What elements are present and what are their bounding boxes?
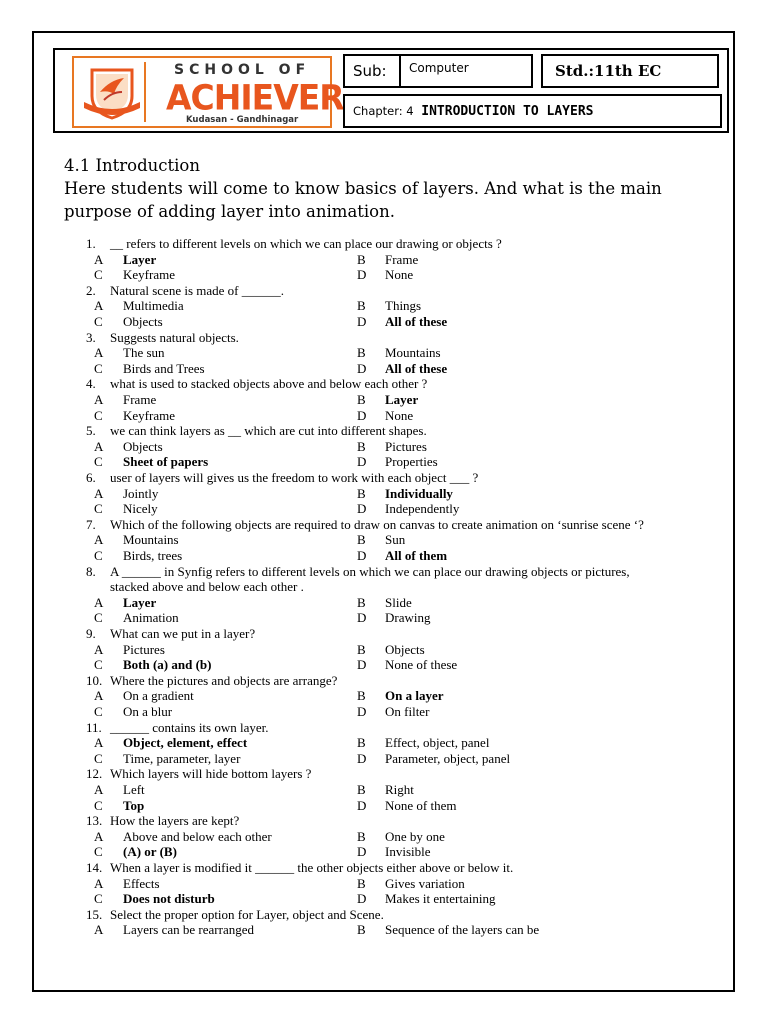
option-text-answer: Layer	[123, 594, 157, 610]
option-letter: D	[357, 891, 367, 907]
option-letter: D	[357, 610, 367, 626]
option-text-answer: On a layer	[385, 688, 444, 704]
option-text-answer: Layer	[123, 251, 157, 267]
question-prompt: Suggests natural objects.	[110, 329, 239, 345]
option-text: Multimedia	[123, 298, 184, 314]
option-letter: B	[357, 875, 366, 891]
option-letter: A	[94, 594, 104, 610]
option-letter: B	[357, 485, 366, 501]
subject-divider	[399, 56, 401, 86]
option-letter: B	[357, 688, 366, 704]
option-text: Objects	[123, 314, 163, 329]
option-letter: B	[357, 782, 366, 797]
option-letter: A	[94, 922, 104, 938]
option-letter: A	[94, 688, 104, 704]
option-text: Objects	[385, 641, 425, 657]
option-text-answer: Object, element, effect	[123, 735, 248, 751]
option-letter: A	[94, 345, 104, 361]
standard-box: Std.:11th EC	[541, 54, 719, 88]
option-text: Things	[385, 298, 422, 314]
question-text	[86, 423, 427, 439]
option-letter: C	[94, 501, 103, 517]
option-letter: A	[94, 298, 104, 314]
option-letter: D	[357, 797, 367, 813]
chapter-label: Chapter: 4	[353, 104, 414, 118]
question-prompt: Where the pictures and objects are arrange?	[110, 672, 338, 688]
option-letter: D	[357, 314, 367, 329]
option-text: Right	[385, 782, 414, 797]
question-number: 5.	[86, 423, 96, 439]
option-text-answer: All of them	[385, 548, 448, 563]
question-number: 10.	[86, 672, 103, 688]
option-letter: C	[94, 657, 103, 673]
intro-text: Here students will come to know basics of layers. And what is the main purpose of adding layer into animation.	[64, 179, 662, 221]
option-text-answer: Sheet of papers	[123, 454, 209, 470]
option-letter: C	[94, 797, 103, 813]
question-prompt: Select the proper option for Layer, object and Scene.	[110, 906, 384, 922]
question-text	[86, 720, 269, 736]
question-prompt: we can think layers as __ which are cut into different shapes.	[110, 423, 427, 439]
option-text: Pictures	[123, 641, 165, 657]
question-number: 15.	[86, 906, 103, 922]
option-letter: D	[357, 548, 367, 563]
question-text-continued: stacked above and below each other .	[110, 579, 304, 595]
school-logo	[72, 56, 344, 128]
option-letter: B	[357, 532, 366, 548]
option-letter: A	[94, 438, 104, 454]
option-letter: D	[357, 844, 367, 860]
question-number: 4.	[86, 376, 96, 392]
option-text-answer: Layer	[385, 392, 419, 407]
question-text	[86, 470, 478, 486]
option-letter: C	[94, 454, 103, 470]
question-number: 6.	[86, 470, 96, 485]
option-letter: A	[94, 875, 104, 891]
logo-achiever-text: ACHIEVER	[166, 77, 344, 118]
option-text: On filter	[385, 704, 430, 719]
option-letter: C	[94, 704, 103, 719]
option-letter: B	[357, 594, 366, 610]
option-text: Nicely	[123, 501, 158, 517]
question-prompt: How the layers are kept?	[110, 813, 240, 829]
chapter-box	[343, 94, 722, 128]
option-letter: B	[357, 298, 366, 314]
option-text-answer: All of these	[385, 360, 448, 376]
option-text: Drawing	[385, 610, 431, 626]
question-text	[86, 860, 513, 876]
option-letter: C	[94, 750, 103, 766]
question-number: 11.	[86, 719, 102, 735]
option-letter: A	[94, 782, 104, 797]
question-text	[86, 626, 255, 642]
question-number: 7.	[86, 516, 96, 532]
question-text	[86, 766, 311, 782]
option-text: Frame	[123, 392, 157, 407]
option-text: Mountains	[385, 345, 441, 361]
option-letter: C	[94, 548, 103, 563]
logo-emblem-icon	[80, 62, 146, 122]
option-letter: C	[94, 844, 103, 860]
option-letter: A	[94, 641, 104, 657]
option-letter: A	[94, 828, 104, 844]
subject-value: Computer	[409, 61, 469, 75]
option-text: Layers can be rearranged	[123, 922, 254, 938]
option-letter: A	[94, 392, 104, 407]
option-letter: C	[94, 314, 103, 329]
question-prompt: what is used to stacked objects above and below each other ?	[110, 376, 428, 392]
option-letter: D	[357, 657, 367, 673]
question-prompt: __ refers to different levels on which we can place our drawing or objects ?	[110, 236, 502, 251]
option-letter: B	[357, 438, 366, 454]
option-text: One by one	[385, 828, 445, 844]
chapter-title: INTRODUCTION TO LAYERS	[421, 104, 594, 119]
question-text	[86, 564, 630, 580]
option-letter: D	[357, 454, 367, 470]
option-text: Keyframe	[123, 407, 175, 423]
option-text-answer: (A) or (B)	[123, 844, 177, 860]
option-text-answer: Top	[123, 797, 145, 813]
question-number: 14.	[86, 860, 103, 875]
option-letter: D	[357, 407, 367, 423]
option-letter: D	[357, 704, 367, 719]
option-text: Independently	[385, 501, 460, 517]
question-number: 9.	[86, 626, 96, 641]
option-text: Mountains	[123, 532, 179, 548]
option-letter: B	[357, 735, 366, 751]
question-text	[86, 907, 384, 923]
question-text	[86, 330, 239, 346]
question-text	[86, 236, 502, 252]
option-text: Gives variation	[385, 875, 465, 891]
subject-box	[343, 54, 533, 88]
option-text: On a blur	[123, 704, 173, 719]
option-letter: D	[357, 267, 367, 283]
option-text: On a gradient	[123, 688, 194, 704]
question-prompt: When a layer is modified it ______ the other objects either above or below it.	[110, 860, 514, 875]
intro-section	[64, 154, 724, 223]
option-text: Effects	[123, 875, 160, 891]
option-letter: B	[357, 345, 366, 361]
question-text	[86, 283, 284, 299]
option-text: Sequence of the layers can be	[385, 922, 540, 938]
question-prompt: Which of the following objects are required to draw on canvas to create animation on ‘sunrise scene ‘?	[110, 516, 644, 532]
option-text: Sun	[385, 532, 406, 548]
option-text-answer: Both (a) and (b)	[123, 657, 212, 673]
option-letter: C	[94, 891, 103, 907]
question-text	[86, 376, 427, 392]
question-number: 12.	[86, 766, 103, 782]
option-text: Animation	[123, 610, 179, 626]
option-text: None	[385, 407, 414, 423]
option-text: None of them	[385, 797, 457, 813]
option-text: Time, parameter, layer	[123, 750, 241, 766]
question-prompt: What can we put in a layer?	[110, 626, 256, 641]
question-text	[86, 813, 239, 829]
option-text: Makes it entertaining	[385, 891, 496, 907]
option-text: Frame	[385, 251, 419, 267]
question-prompt: Natural scene is made of ______.	[110, 282, 285, 298]
option-text: Left	[123, 782, 145, 797]
question-text	[86, 673, 337, 689]
question-prompt: user of layers will gives us the freedom to work with each object ___ ?	[110, 470, 479, 485]
option-text-answer: All of these	[385, 314, 448, 329]
option-letter: B	[357, 641, 366, 657]
option-letter: C	[94, 267, 103, 283]
option-text: Birds and Trees	[123, 360, 205, 376]
option-letter: D	[357, 750, 367, 766]
option-text: Slide	[385, 594, 412, 610]
option-letter: A	[94, 485, 104, 501]
option-text: None of these	[385, 657, 458, 673]
logo-school-text: SCHOOL OF	[174, 62, 311, 78]
option-text: Objects	[123, 438, 163, 454]
question-number: 8.	[86, 563, 96, 579]
option-letter: B	[357, 828, 366, 844]
option-letter: C	[94, 407, 103, 423]
option-text: Parameter, object, panel	[385, 750, 511, 766]
question-prompt: A ______ in Synfig refers to different levels on which we can place our drawing objects or pictures,	[110, 563, 630, 579]
subject-label: Sub:	[353, 62, 387, 80]
option-text: Invisible	[385, 844, 431, 860]
option-letter: B	[357, 251, 366, 267]
question-prompt: Which layers will hide bottom layers ?	[110, 766, 312, 782]
option-text: Keyframe	[123, 267, 175, 283]
option-text: Birds, trees	[123, 548, 183, 563]
option-text: Properties	[385, 454, 438, 470]
option-letter: D	[357, 360, 367, 376]
option-letter: A	[94, 532, 104, 548]
option-text-answer: Individually	[385, 485, 453, 501]
question-text	[86, 517, 644, 533]
option-text: Effect, object, panel	[385, 735, 490, 751]
option-letter: D	[357, 501, 367, 517]
question-number: 2.	[86, 282, 96, 298]
option-text: The sun	[123, 345, 165, 361]
option-text: Jointly	[123, 485, 159, 501]
question-number: 1.	[86, 236, 96, 251]
option-letter: B	[357, 922, 366, 938]
option-text: Above and below each other	[123, 828, 272, 844]
option-text: None	[385, 267, 414, 283]
option-letter: C	[94, 610, 103, 626]
intro-heading: 4.1 Introduction	[64, 156, 200, 175]
option-text-answer: Does not disturb	[123, 891, 215, 907]
option-text: Pictures	[385, 438, 427, 454]
question-number: 3.	[86, 329, 96, 345]
logo-place-text: Kudasan - Gandhinagar	[186, 115, 299, 125]
option-letter: B	[357, 392, 366, 407]
option-letter: A	[94, 735, 104, 751]
option-letter: A	[94, 251, 104, 267]
option-letter: C	[94, 360, 103, 376]
question-prompt: ______ contains its own layer.	[110, 719, 269, 735]
question-number: 13.	[86, 813, 103, 829]
